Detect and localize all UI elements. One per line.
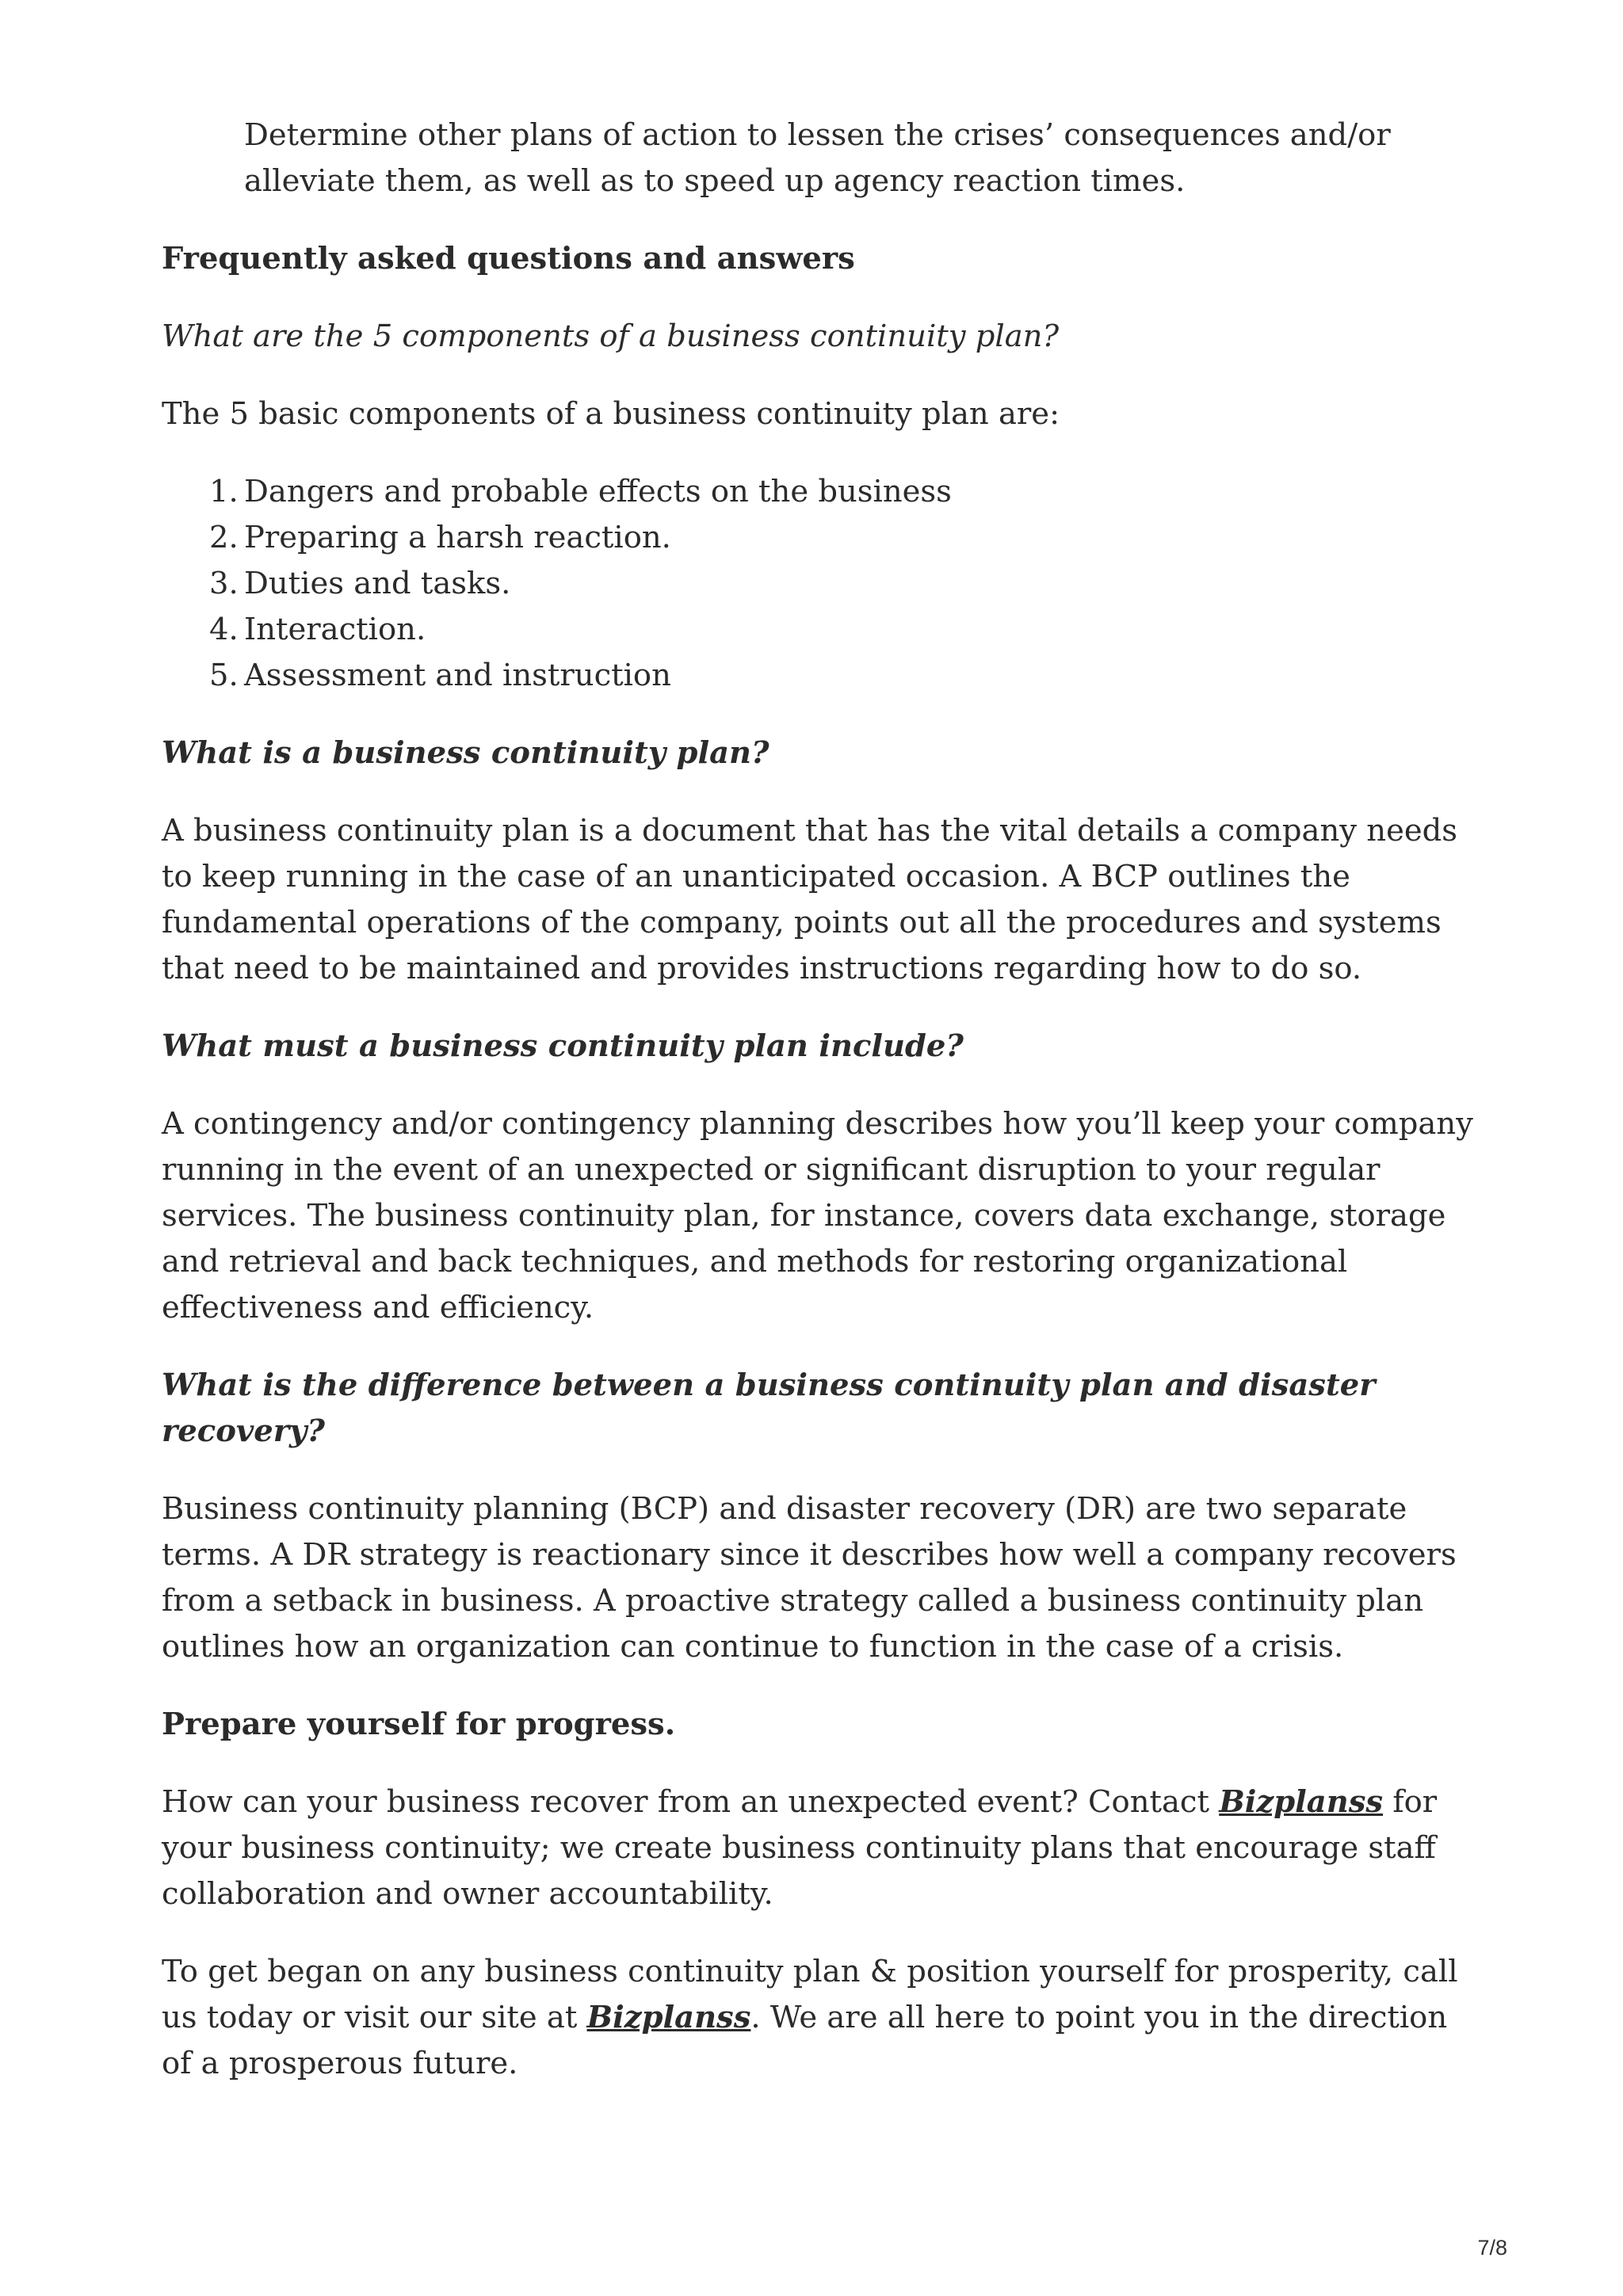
list-item-text: Interaction.: [244, 612, 426, 647]
closing-text: To get began on any business continuity plan & position yourself for prosperity, call us today or visit our site at: [162, 1954, 1458, 2035]
list-item-text: Preparing a harsh reaction.: [244, 520, 671, 555]
page-number: 7/8: [1477, 2236, 1507, 2260]
list-item-number: 5.: [209, 658, 239, 693]
closing-text: How can your business recover from an unexpected event? Contact: [162, 1784, 1220, 1820]
list-item-text: Duties and tasks.: [244, 566, 511, 601]
question-bcp-vs-dr: What is the difference between a business continuity plan and disaster recovery?: [162, 1367, 1376, 1449]
list-item: [209, 653, 1477, 699]
components-list: [162, 469, 1477, 699]
list-item-number: 3.: [209, 566, 239, 601]
closing-paragraph-visit: [162, 1949, 1477, 2087]
bizplanss-link[interactable]: Bizplanss: [1219, 1784, 1384, 1820]
list-item-number: 4.: [209, 612, 239, 647]
closing-text: . We are all here to point you in the direction of a prosperous future.: [162, 2000, 1448, 2081]
list-item-text: Assessment and instruction: [244, 658, 671, 693]
closing-paragraph-contact: [162, 1779, 1477, 1917]
list-item-text: Dangers and probable effects on the business: [244, 474, 952, 509]
list-item-number: 2.: [209, 520, 239, 555]
list-item-number: 1.: [209, 474, 239, 509]
answer-bcp-include: A contingency and/or contingency planning describes how you’ll keep your company running in the event of an unexpected or significant disruption to your regular services. The business continuity plan, for instance, covers data exchange, storage and retrieval and back techniques, and methods for restoring organizational effectiveness and efficiency.: [162, 1106, 1473, 1325]
question-components: What are the 5 components of a business continuity plan?: [162, 318, 1060, 354]
document-page: [162, 113, 1477, 2119]
continued-paragraph: Determine other plans of action to lessen the crises’ consequences and/or alleviate them, as well as to speed up agency reaction times.: [244, 117, 1391, 199]
question-what-is-bcp: What is a business continuity plan?: [162, 735, 769, 771]
list-item: [209, 561, 1477, 607]
list-item: [209, 515, 1477, 561]
question-bcp-include: What must a business continuity plan include?: [162, 1028, 964, 1064]
closing-heading: Prepare yourself for progress.: [162, 1707, 676, 1742]
list-item: [209, 607, 1477, 653]
list-item: [209, 469, 1477, 515]
closing-text: for your business continuity; we create business continuity plans that encourage staff collaboration and owner accountability.: [162, 1784, 1438, 1912]
bizplanss-site-link[interactable]: Bizplanss: [586, 2000, 751, 2035]
answer-what-is-bcp: A business continuity plan is a document that has the vital details a company needs to keep running in the case of an unanticipated occasion. A BCP outlines the fundamental operations of the company, points out all the procedures and systems that need to be maintained and provides instructions regarding how to do so.: [162, 813, 1458, 986]
answer-components-intro: The 5 basic components of a business continuity plan are:: [162, 396, 1060, 432]
answer-bcp-vs-dr: Business continuity planning (BCP) and disaster recovery (DR) are two separate terms. A DR strategy is reactionary since it describes how well a company recovers from a setback in business. A proactive strategy called a business continuity plan outlines how an organization can continue to function in the case of a crisis.: [162, 1491, 1457, 1665]
faq-heading: Frequently asked questions and answers: [162, 241, 855, 277]
